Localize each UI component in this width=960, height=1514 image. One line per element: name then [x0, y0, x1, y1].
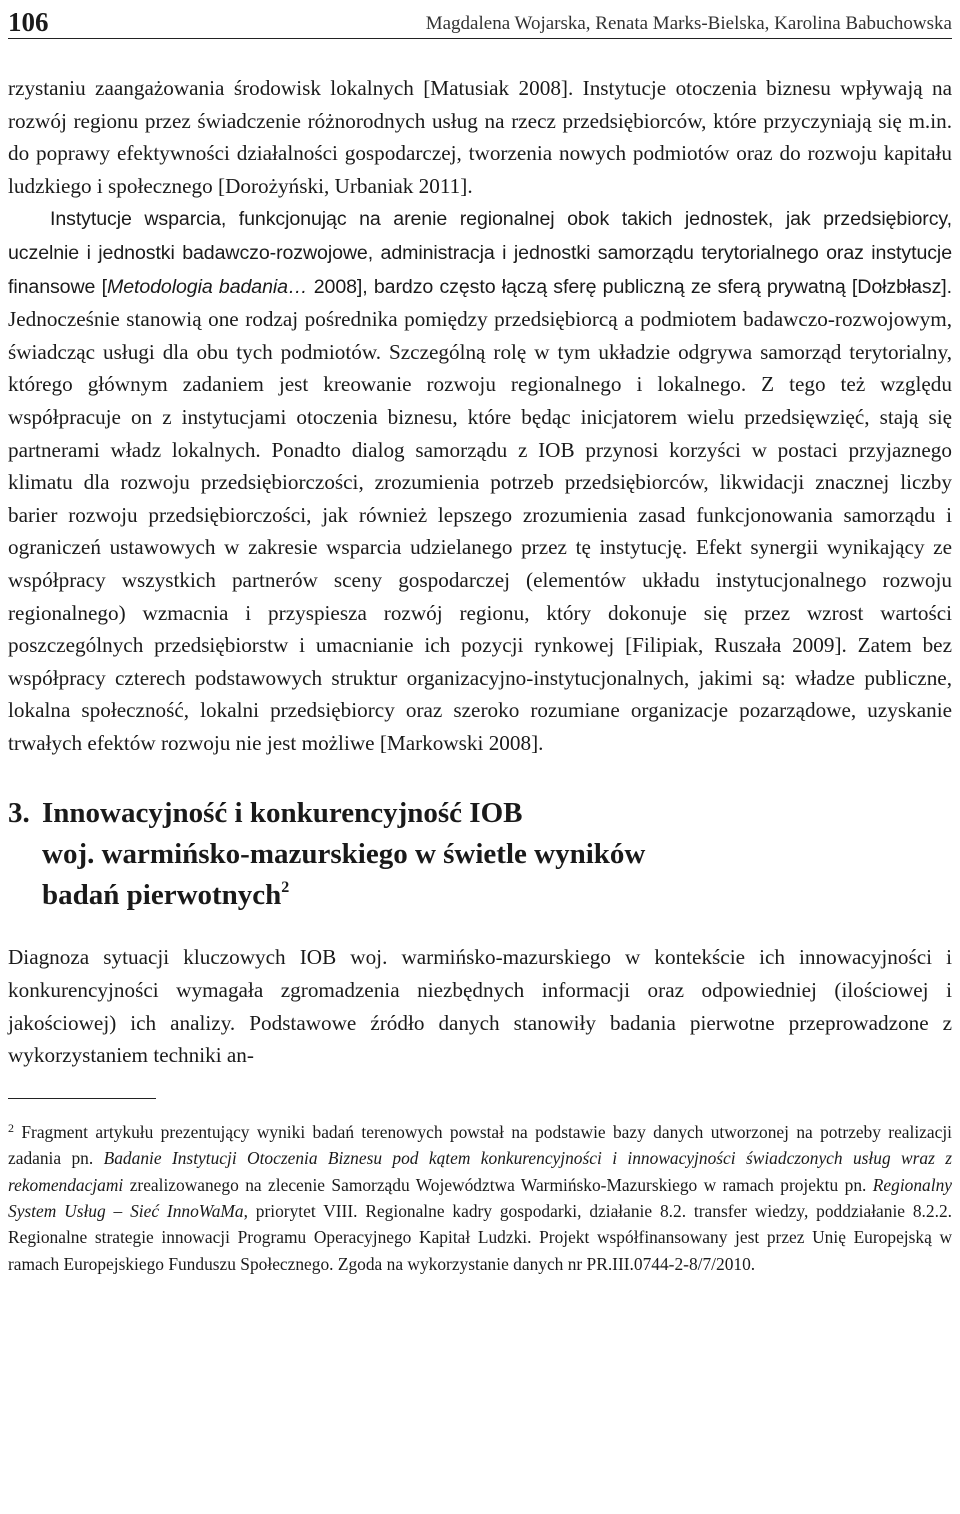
section-number: 3.	[8, 797, 30, 830]
footnote-text-a: Fragment artykułu prezentujący wyniki badań terenowych powstał na podstawie bazy danych utworzonej na potrzeby realizacji zadania pn.	[8, 1121, 952, 1169]
paragraph-support-text-c: Jednocześnie stanowią one rodzaj pośrednika pomiędzy przedsiębiorcą a podmiotem badawczo-rozwojowym, świadcząc usługi dla obu tych podmiotów. Szczególną rolę w tym układzie odgrywa samorząd terytorialny, którego głównym zadaniem jest kreowanie rozwoju regionalnego i lokalnego. Z tego też względu współpracuje on z instytucjami otoczenia biznesu, które będąc inicjatorem wielu przedsięwzięć, stają się partnerami władz lokalnych. Ponadto dialog samorządu z IOB przynosi korzyści w postaci przyjaznego klimatu dla rozwoju przedsiębiorczości, zrozumienia potrzeb przedsiębiorców, likwidacji znacznej liczby barier rozwoju przedsiębiorczości, jak również lepszego zrozumienia zasad funkcjonowania samorządu i ograniczeń ustawowych w zakresie wsparcia udzielanego przez tę instytucję. Efekt synergii wynikający ze współpracy wszystkich partnerów sceny gospodarczej (elementów układu instytucjonalnego rozwoju regionalnego) wzmacnia i przyspiesza rozwój regionu, który dokonuje się przez wzrost wartości poszczególnych przedsiębiorstw i umacnianie ich pozycji rynkowej [Filipiak, Ruszała 2009]. Zatem bez współpracy czterech podstawowych struktur organizacyjno-instytucjonalnych, jakimi są: władze publiczne, lokalna społeczność, lokalni przedsiębiorcy oraz szeroko rozumiane organizacje pozarządowe, uzyskanie trwałych efektów rozwoju nie jest możliwe [Markowski 2008].	[8, 307, 952, 755]
paragraph-support-institutions	[8, 202, 952, 759]
footnote-reference[interactable]: 2	[281, 879, 290, 897]
page-number: 106	[8, 7, 49, 37]
footnote-separator	[8, 1098, 156, 1099]
section-title-line-1: Innowacyjność i konkurencyjność IOB	[42, 797, 523, 830]
paragraph-intro-text: rzystaniu zaangażowania środowisk lokalnych [Matusiak 2008]. Instytucje otoczenia biznesu wpływają na rozwój regionu przez świadczenie różnorodnych usług na rzecz przedsiębiorców, które przyczyniają się m.in. do poprawy efektywności działalności gospodarczej, tworzenia nowych podmiotów oraz do rozwoju kapitału ludzkiego i społecznego [Dorożyński, Urbaniak 2011].	[8, 76, 952, 198]
document-page	[8, 0, 952, 1277]
paragraph-support-text-a: Instytucje wsparcia, funkcjonując na arenie regionalnej obok takich jednostek, jak przedsiębiorcy, uczelnie i jednostki badawczo-rozwojowe, administracja i jednostki samorządu terytorialnego oraz instytucje finansowe [	[8, 208, 952, 298]
footnote-text-c: , priorytet VIII. Regionalne kadry gospodarki, działanie 8.2. transfer wiedzy, poddziałanie 8.2.2. Regionalne strategie innowacji Programu Operacyjnego Kapitał Ludzki. Projekt współfinansowany jest przez Unię Europejską w ramach Europejskiego Funduszu Społecznego. Zgoda na wykorzystanie danych nr PR.III.0744-2-8/7/2010.	[8, 1201, 952, 1274]
paragraph-support-text-b: 2008], bardzo często łączą sferę publiczną ze sferą prywatną [Dołzbłasz].	[307, 275, 952, 298]
footnote-mark: 2	[8, 1120, 14, 1135]
section-title-line-3: badań pierwotnych	[42, 879, 282, 912]
paragraph-intro	[8, 72, 952, 202]
section-title-line-2: woj. warmińsko-mazurskiego w świetle wyników	[42, 838, 646, 871]
paragraph-diagnosis	[8, 941, 952, 1071]
footnote-text-b: zrealizowanego na zlecenie Samorządu Województwa Warmińsko-Mazurskiego w ramach projektu pn.	[123, 1174, 873, 1195]
paragraph-diagnosis-text: Diagnoza sytuacji kluczowych IOB woj. warmińsko-mazurskiego w kontekście ich innowacyjności i konkurencyjności wymagała zgromadzenia niezbędnych informacji oraz odpowiedniej (ilościowej i jakościowej) ich analizy. Podstawowe źródło danych stanowiły badania pierwotne przeprowadzone z wykorzystaniem techniki an-	[8, 945, 952, 1068]
footnote	[8, 1119, 952, 1277]
footnote-italic-study-title: Badanie Instytucji Otoczenia Biznesu pod kątem konkurencyjności i innowacyjności świadczonych usług wraz z rekomendacjami	[8, 1148, 953, 1195]
footnote-italic-project-name: Regionalny System Usług – Sieć InnoWaMa	[8, 1174, 952, 1222]
running-head-authors: Magdalena Wojarska, Renata Marks-Bielska, Karolina Babuchowska	[425, 13, 952, 34]
citation-italic: Metodologia badania…	[106, 275, 308, 298]
page-header	[8, 0, 952, 39]
section-title	[42, 793, 952, 916]
section-heading	[8, 793, 952, 916]
